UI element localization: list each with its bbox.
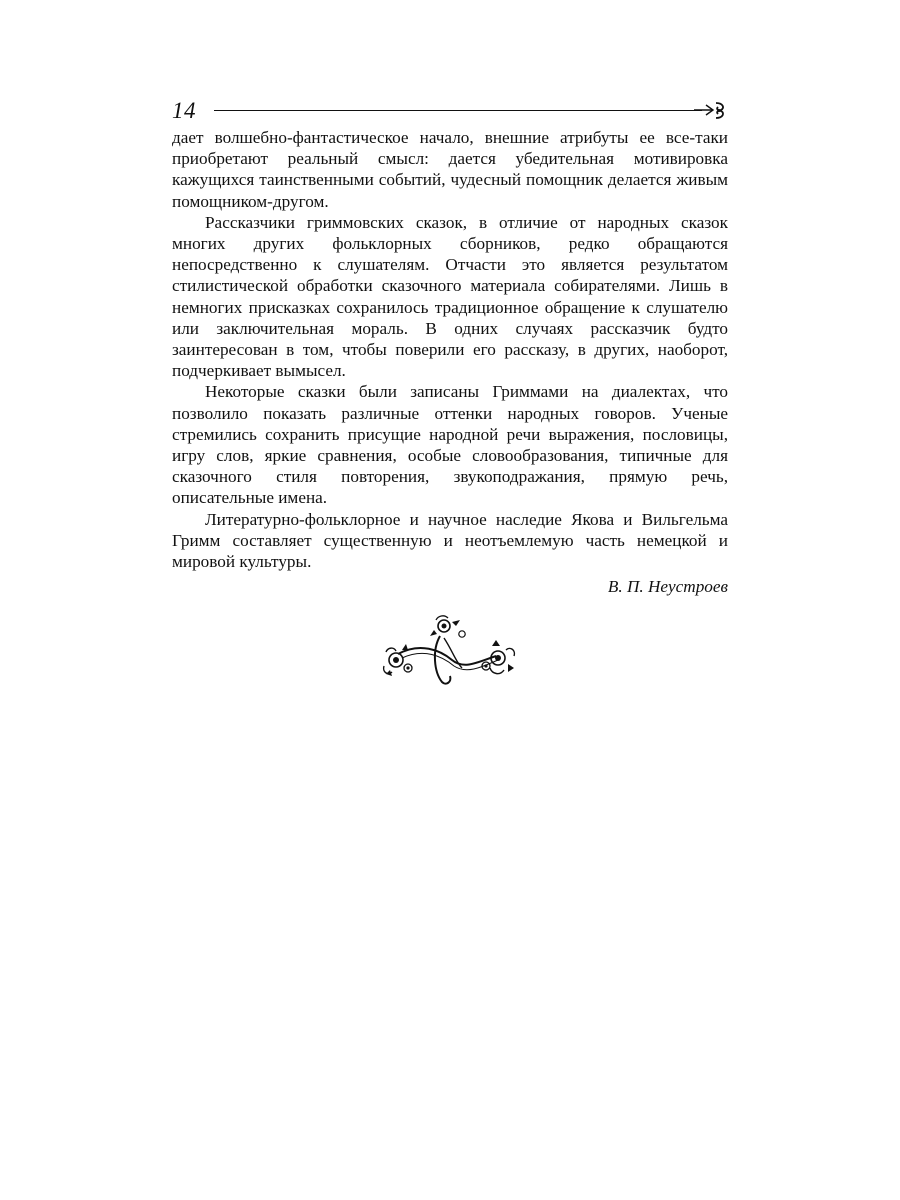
paragraph-dialects: Некоторые сказки были записаны Гриммами на диалектах, что позволило показать различные оттенки народных говоров. Ученые стремились сохранить присущие народной речи выражения, пословицы, игру слов, яркие сравнения, особые словообразования, типичные для сказочного стиля повторения, звукоподражания, прямую речь, описательные имена. <box>172 382 728 508</box>
author-signature: В. П. Неустроев <box>607 577 728 596</box>
paragraph-continuation: дает волшебно-фантастическое начало, внешние атрибуты ее все-таки приобретают реальный смысл: дается убедительная мотивировка кажущихся таинственными событий, чудесный помощник делается живым помощником-другом. <box>172 128 728 211</box>
scroll-ornament-icon <box>692 98 728 124</box>
page-number: 14 <box>172 98 196 123</box>
header-rule <box>214 110 702 111</box>
body-text <box>172 127 728 572</box>
floral-vignette-icon <box>380 614 520 686</box>
paragraph-storytellers: Рассказчики гриммовских сказок, в отличие от народных сказок многих других фольклорных сборников, редко обращаются непосредственно к слушателям. Отчасти это является результатом стилистической обработки сказочного материала собирателями. Лишь в немногих присказках сохранилось традиционное обращение к слушателю или заключительная мораль. В одних случаях рассказчик будто заинтересован в том, чтобы поверили его рассказу, в других, наоборот, подчеркивает вымысел. <box>172 212 728 381</box>
running-header <box>172 96 728 126</box>
paragraph-legacy: Литературно-фольклорное и научное наследие Якова и Вильгельма Гримм составляет существенную и неотъемлемую часть немецкой и мировой культуры. <box>172 509 728 572</box>
